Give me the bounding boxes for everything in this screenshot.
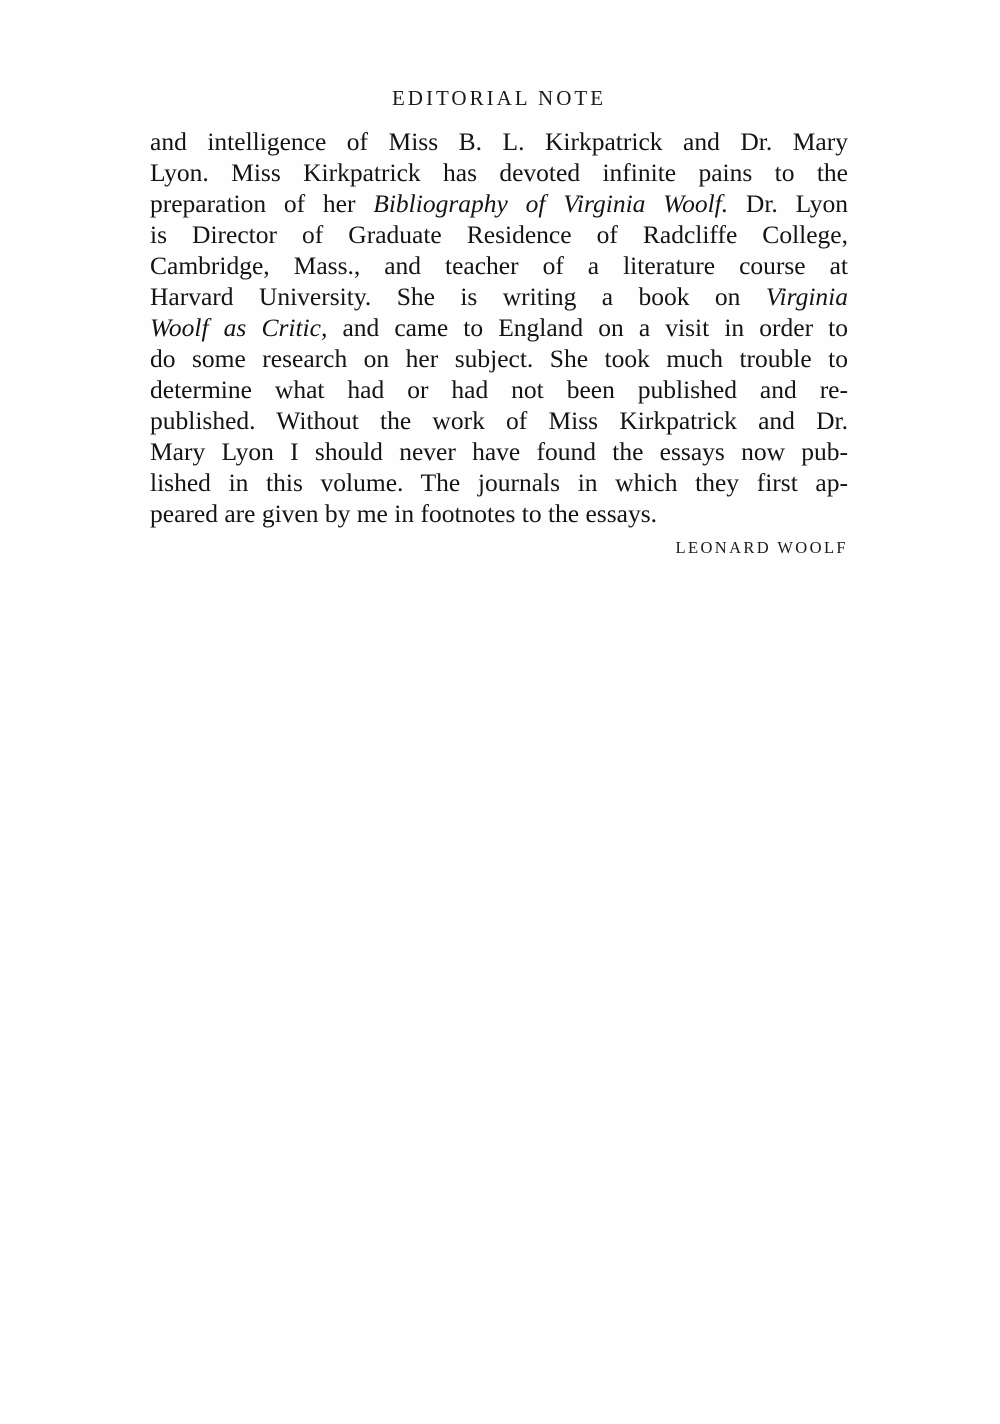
- editorial-note-text: [150, 126, 848, 529]
- book-title-italic: Virginia: [765, 282, 848, 311]
- text-line: is Director of Graduate Residence of Radcliffe College,: [150, 220, 848, 249]
- text-line: determine what had or had not been published and re-: [150, 375, 848, 404]
- author-signature: LEONARD WOOLF: [675, 538, 848, 557]
- text-line: and intelligence of Miss B. L. Kirkpatrick and Dr. Mary: [150, 127, 848, 156]
- text-line: do some research on her subject. She took much trouble to: [150, 344, 848, 373]
- text-line: published. Without the work of Miss Kirkpatrick and Dr.: [150, 406, 848, 435]
- text-line: peared are given by me in footnotes to the essays.: [150, 499, 658, 528]
- text-line: lished in this volume. The journals in which they first ap-: [150, 468, 848, 497]
- book-title-italic: Bibliography of Virginia Woolf.: [373, 189, 729, 218]
- text-line: preparation of her Bibliography of Virginia Woolf. Dr. Lyon: [150, 189, 848, 218]
- text-line: Mary Lyon I should never have found the essays now pub-: [150, 437, 848, 466]
- book-title-italic: Woolf as Critic,: [150, 313, 328, 342]
- running-head: EDITORIAL NOTE: [391, 86, 607, 110]
- text-line: Cambridge, Mass., and teacher of a literature course at: [150, 251, 848, 280]
- text-line: Lyon. Miss Kirkpatrick has devoted infinite pains to the: [150, 158, 848, 187]
- text-line: Woolf as Critic, and came to England on a visit in order to: [150, 313, 849, 342]
- text-line: Harvard University. She is writing a book on Virginia: [150, 282, 848, 311]
